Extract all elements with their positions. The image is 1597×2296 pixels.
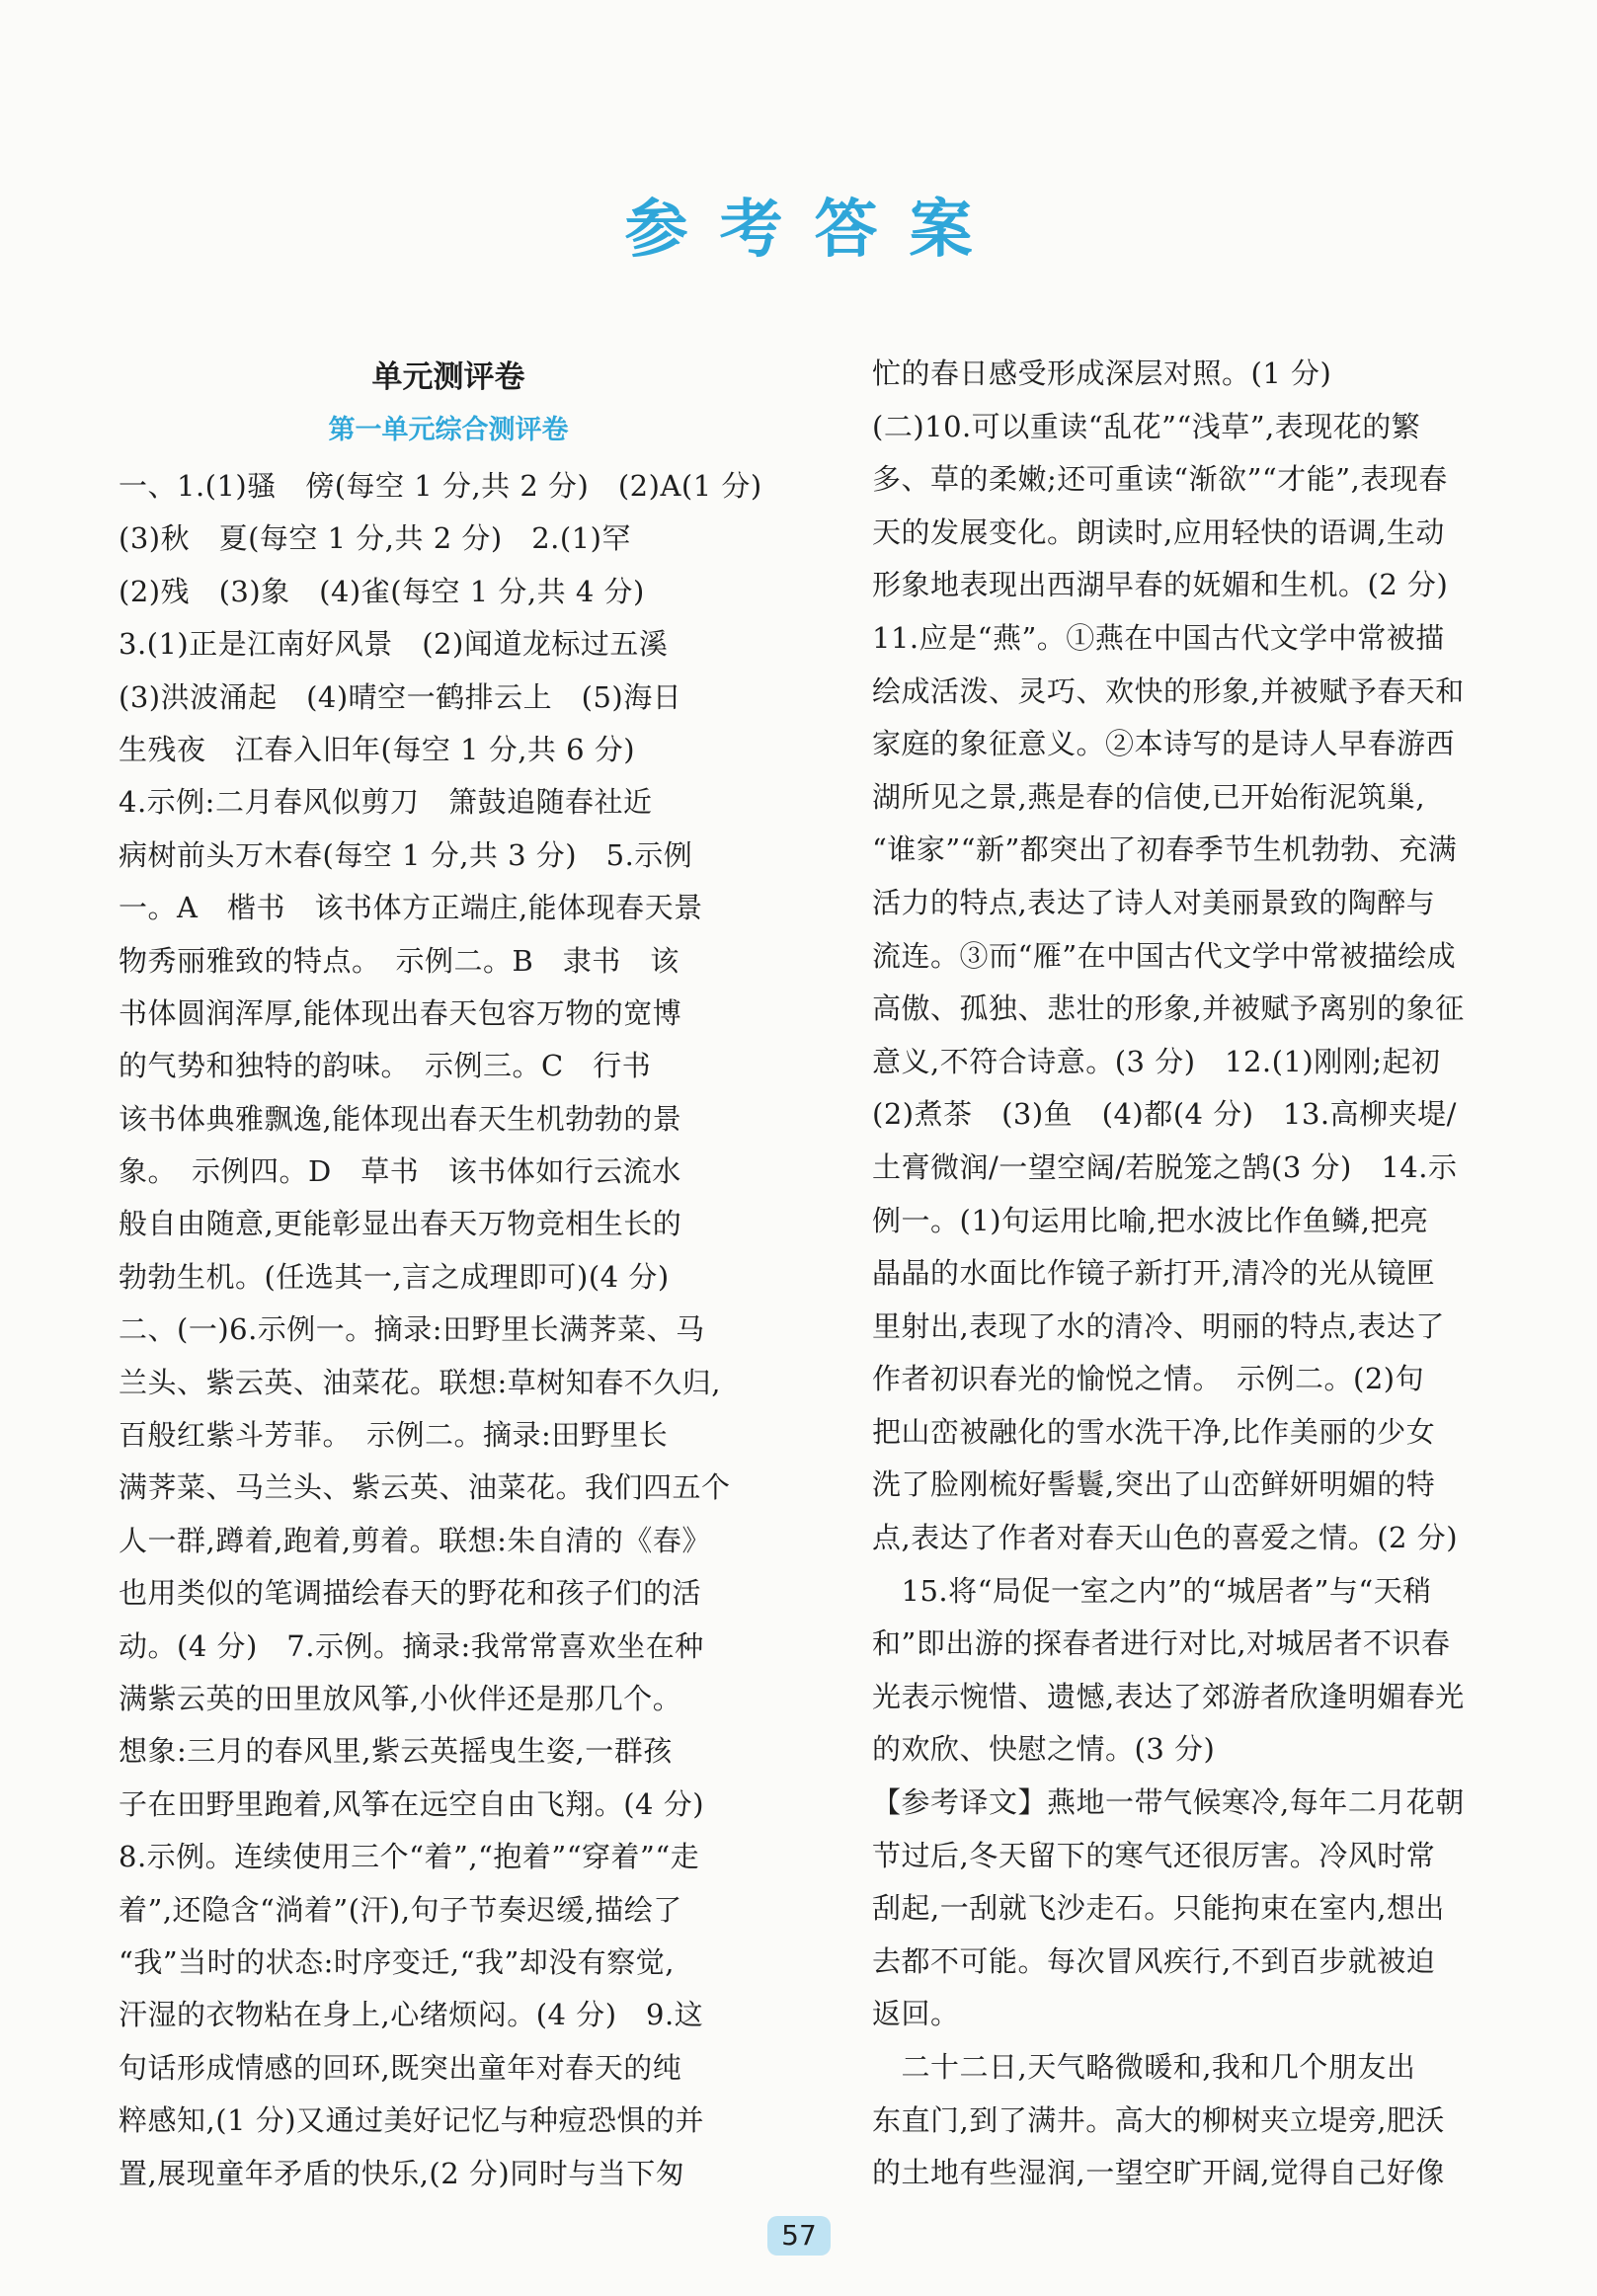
page-title: 参考答案	[624, 193, 1004, 267]
text-line: 二、(一)6.示例一。摘录:田野里长满荠菜、马	[119, 1312, 705, 1347]
text-line: 把山峦被融化的雪水洗干净,比作美丽的少女	[872, 1414, 1436, 1449]
text-line: 生残夜 江春入旧年(每空 1 分,共 6 分)	[119, 732, 636, 766]
text-line: (2)残 (3)象 (4)雀(每空 1 分,共 4 分)	[119, 574, 645, 608]
text-line: 家庭的象征意义。②本诗写的是诗人早春游西	[872, 727, 1456, 761]
text-line: 粹感知,(1 分)又通过美好记忆与种痘恐惧的并	[119, 2103, 705, 2138]
unit-subheading: 第一单元综合测评卷	[328, 415, 569, 445]
text-line: 勃勃生机。(任选其一,言之成理即可)(4 分)	[119, 1259, 670, 1294]
text-line: 洗了脸刚梳好髻鬟,突出了山峦鲜妍明媚的特	[872, 1467, 1436, 1502]
text-line: 置,展现童年矛盾的快乐,(2 分)同时与当下匆	[119, 2156, 685, 2190]
text-line: 想象:三月的春风里,紫云英摇曳生姿,一群孩	[119, 1734, 673, 1769]
text-line: 着”,还隐含“淌着”(汗),句子节奏迟缓,描绘了	[119, 1892, 682, 1927]
text-line: (2)煮茶 (3)鱼 (4)都(4 分) 13.高柳夹堤/	[872, 1097, 1457, 1132]
text-line: (3)秋 夏(每空 1 分,共 2 分) 2.(1)罕	[119, 521, 631, 556]
left-column	[119, 348, 778, 2200]
text-line: 一。A 楷书 该书体方正端庄,能体现春天景	[119, 891, 703, 925]
text-line: 的气势和独特的韵味。 示例三。C 行书	[119, 1049, 652, 1083]
text-line: 3.(1)正是江南好风景 (2)闻道龙标过五溪	[119, 627, 669, 662]
text-line: “谁家”“新”都突出了初春季节生机勃勃、充满	[872, 832, 1458, 867]
text-line: 11.应是“燕”。①燕在中国古代文学中常被描	[872, 620, 1445, 655]
text-line: 该书体典雅飘逸,能体现出春天生机勃勃的景	[119, 1101, 682, 1136]
text-line: 人一群,蹲着,跑着,剪着。联想:朱自清的《春》	[119, 1523, 711, 1557]
text-line: 返回。	[872, 1997, 960, 2031]
text-line: 一、1.(1)骚 傍(每空 1 分,共 2 分) (2)A(1 分)	[119, 469, 762, 503]
text-line: 的欢欣、快慰之情。(3 分)	[872, 1732, 1216, 1767]
text-line: 满荠菜、马兰头、紫云英、油菜花。我们四五个	[119, 1470, 731, 1505]
text-line: 湖所见之景,燕是春的信使,已开始衔泥筑巢,	[872, 779, 1426, 814]
text-line: 物秀丽雅致的特点。 示例二。B 隶书 该	[119, 943, 679, 978]
section-heading: 单元测评卷	[371, 359, 525, 395]
right-column	[872, 348, 1539, 2200]
text-line: 光表示惋惜、遗憾,表达了郊游者欣逢明媚春光	[872, 1679, 1465, 1713]
text-line: 动。(4 分) 7.示例。摘录:我常常喜欢坐在种	[119, 1628, 704, 1663]
text-line: 满紫云英的田里放风筝,小伙伴还是那几个。	[119, 1681, 682, 1715]
text-line: 象。 示例四。D 草书 该书体如行云流水	[119, 1154, 681, 1189]
text-line: 忙的春日感受形成深层对照。(1 分)	[872, 356, 1332, 390]
text-line: 【参考译文】燕地一带气候寒冷,每年二月花朝	[872, 1785, 1465, 1820]
text-line: 多、草的柔嫩;还可重读“渐欲”“才能”,表现春	[872, 462, 1448, 497]
text-line: 点,表达了作者对春天山色的喜爱之情。(2 分)	[872, 1521, 1459, 1555]
text-line: 句话形成情感的回环,既突出童年对春天的纯	[119, 2050, 682, 2085]
text-line: 15.将“局促一室之内”的“城居者”与“天稍	[872, 1573, 1432, 1608]
text-line: 也用类似的笔调描绘春天的野花和孩子们的活	[119, 1576, 702, 1611]
text-line: 的土地有些湿润,一望空旷开阔,觉得自己好像	[872, 2156, 1445, 2190]
text-line: 高傲、孤独、悲壮的形象,并被赋予离别的象征	[872, 991, 1465, 1026]
text-line: 活力的特点,表达了诗人对美丽景致的陶醉与	[872, 885, 1436, 919]
text-line: 作者初识春光的愉悦之情。 示例二。(2)句	[872, 1362, 1425, 1396]
text-line: (3)洪波涌起 (4)晴空一鹤排云上 (5)海日	[119, 679, 682, 714]
text-line: “我”当时的状态:时序变迁,“我”却没有察觉,	[119, 1944, 676, 1979]
text-line: 子在田野里跑着,风筝在远空自由飞翔。(4 分)	[119, 1786, 705, 1821]
text-line: 百般红紫斗芳菲。 示例二。摘录:田野里长	[119, 1418, 669, 1453]
text-line: 天的发展变化。朗读时,应用轻快的语调,生动	[872, 515, 1445, 549]
text-line: 绘成活泼、灵巧、欢快的形象,并被赋予春天和	[872, 673, 1465, 708]
left-answer-text	[119, 460, 778, 2200]
text-line: 书体圆润浑厚,能体现出春天包容万物的宽博	[119, 995, 682, 1030]
text-line: 流连。③而“雁”在中国古代文学中常被描绘成	[872, 938, 1457, 973]
text-line: 汗湿的衣物粘在身上,心绪烦闷。(4 分) 9.这	[119, 1998, 704, 2032]
text-line: 意义,不符合诗意。(3 分) 12.(1)刚刚;起初	[872, 1044, 1441, 1078]
text-line: 去都不可能。每次冒风疾行,不到百步就被迫	[872, 1943, 1436, 1978]
text-line: 8.示例。连续使用三个“着”,“抱着”“穿着”“走	[119, 1840, 700, 1874]
text-line: 般自由随意,更能彰显出春天万物竞相生长的	[119, 1207, 682, 1241]
text-line: 例一。(1)句运用比喻,把水波比作鱼鳞,把亮	[872, 1203, 1429, 1237]
text-line: 4.示例:二月春风似剪刀 箫鼓追随春社近	[119, 785, 653, 820]
text-line: 土膏微润/一望空阔/若脱笼之鹄(3 分) 14.示	[872, 1149, 1458, 1184]
page-number: 57	[767, 2216, 831, 2256]
text-line: 节过后,冬天留下的寒气还很厉害。冷风时常	[872, 1838, 1436, 1872]
text-line: 二十二日,天气略微暖和,我和几个朋友出	[872, 2050, 1416, 2084]
text-line: 里射出,表现了水的清冷、明丽的特点,表达了	[872, 1308, 1445, 1343]
text-line: 形象地表现出西湖早春的妩媚和生机。(2 分)	[872, 568, 1449, 602]
text-line: 东直门,到了满井。高大的柳树夹立堤旁,肥沃	[872, 2102, 1445, 2137]
text-line: (二)10.可以重读“乱花”“浅草”,表现花的繁	[872, 409, 1421, 443]
text-line: 和”即出游的探春者进行对比,对城居者不识春	[872, 1626, 1451, 1661]
right-answer-text	[872, 348, 1539, 2200]
text-line: 晶晶的水面比作镜子新打开,清冷的光从镜匣	[872, 1256, 1436, 1291]
text-line: 兰头、紫云英、油菜花。联想:草树知春不久归,	[119, 1365, 721, 1399]
text-line: 病树前头万木春(每空 1 分,共 3 分) 5.示例	[119, 837, 693, 872]
text-line: 刮起,一刮就飞沙走石。只能拘束在室内,想出	[872, 1891, 1445, 1926]
